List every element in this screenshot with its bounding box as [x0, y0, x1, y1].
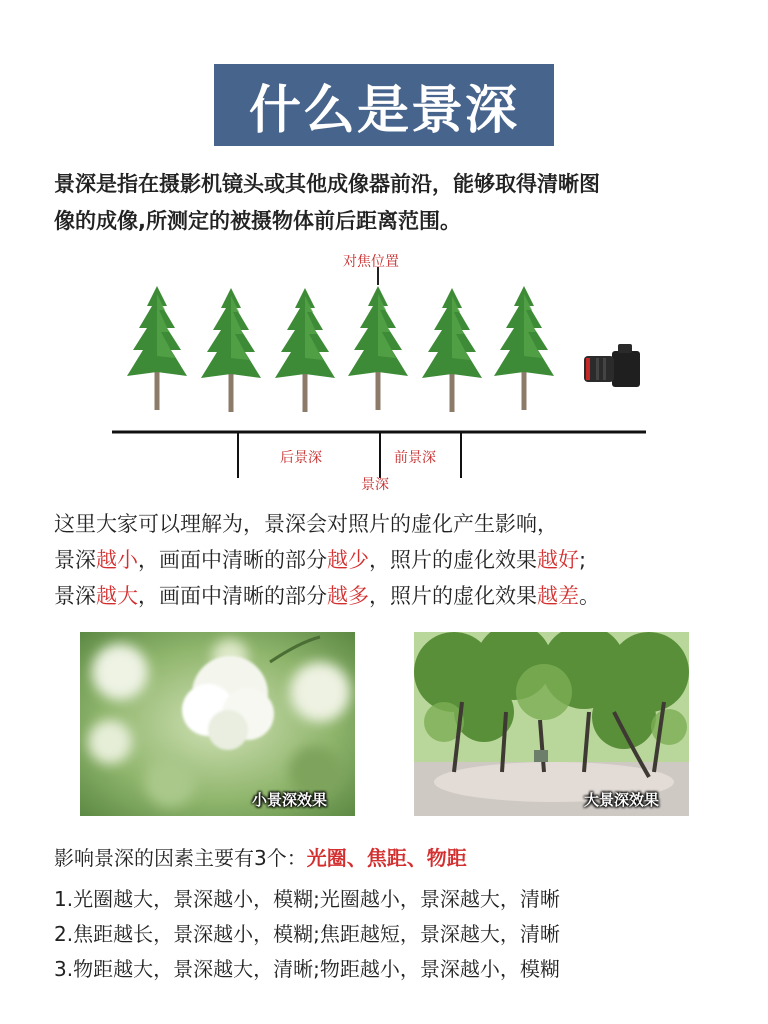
- camera-icon: [584, 344, 640, 387]
- intro-line-2: 像的成像,所测定的被摄物体前后距离范围。: [54, 209, 461, 233]
- front-dof-label: 前景深: [394, 450, 436, 466]
- factors-list: [54, 882, 734, 987]
- tree-icon: [127, 286, 187, 410]
- deep-dof-photo: [414, 632, 689, 816]
- list-item: 3.物距越大，景深越大，清晰;物距越小，景深越小，模糊: [54, 957, 560, 981]
- tree-icon: [201, 288, 261, 412]
- factors-title: 影响景深的因素主要有3个：光圈、焦距、物距: [54, 846, 467, 870]
- tree-icon: [348, 286, 408, 410]
- list-item: 1.光圈越大，景深越小，模糊;光圈越小，景深越大，清晰: [54, 887, 560, 911]
- shallow-dof-photo: [80, 632, 355, 816]
- page-title: 什么是景深: [214, 64, 554, 146]
- intro-paragraph: [54, 166, 714, 240]
- back-dof-label: 后景深: [280, 450, 322, 466]
- explain-line-1: 这里大家可以理解为，景深会对照片的虚化产生影响，: [54, 512, 558, 536]
- dof-diagram-graphic: [0, 240, 768, 500]
- shallow-dof-caption: 小景深效果: [252, 791, 328, 809]
- focus-position-label: 对焦位置: [343, 254, 399, 270]
- deep-dof-caption: 大景深效果: [584, 791, 660, 809]
- intro-line-1: 景深是指在摄影机镜头或其他成像器前沿，能够取得清晰图: [54, 172, 600, 196]
- dof-diagram: [0, 240, 768, 500]
- list-item: 2.焦距越长，景深越小，模糊;焦距越短，景深越大，清晰: [54, 922, 560, 946]
- tree-icon: [494, 286, 554, 410]
- tree-icon: [422, 288, 482, 412]
- dof-label: 景深: [361, 477, 389, 493]
- explanation: [54, 506, 734, 614]
- explain-line-2: 景深越小，画面中清晰的部分越少，照片的虚化效果越好;: [54, 548, 587, 572]
- tree-icon: [275, 288, 335, 412]
- explain-line-3: 景深越大，画面中清晰的部分越多，照片的虚化效果越差。: [54, 584, 600, 608]
